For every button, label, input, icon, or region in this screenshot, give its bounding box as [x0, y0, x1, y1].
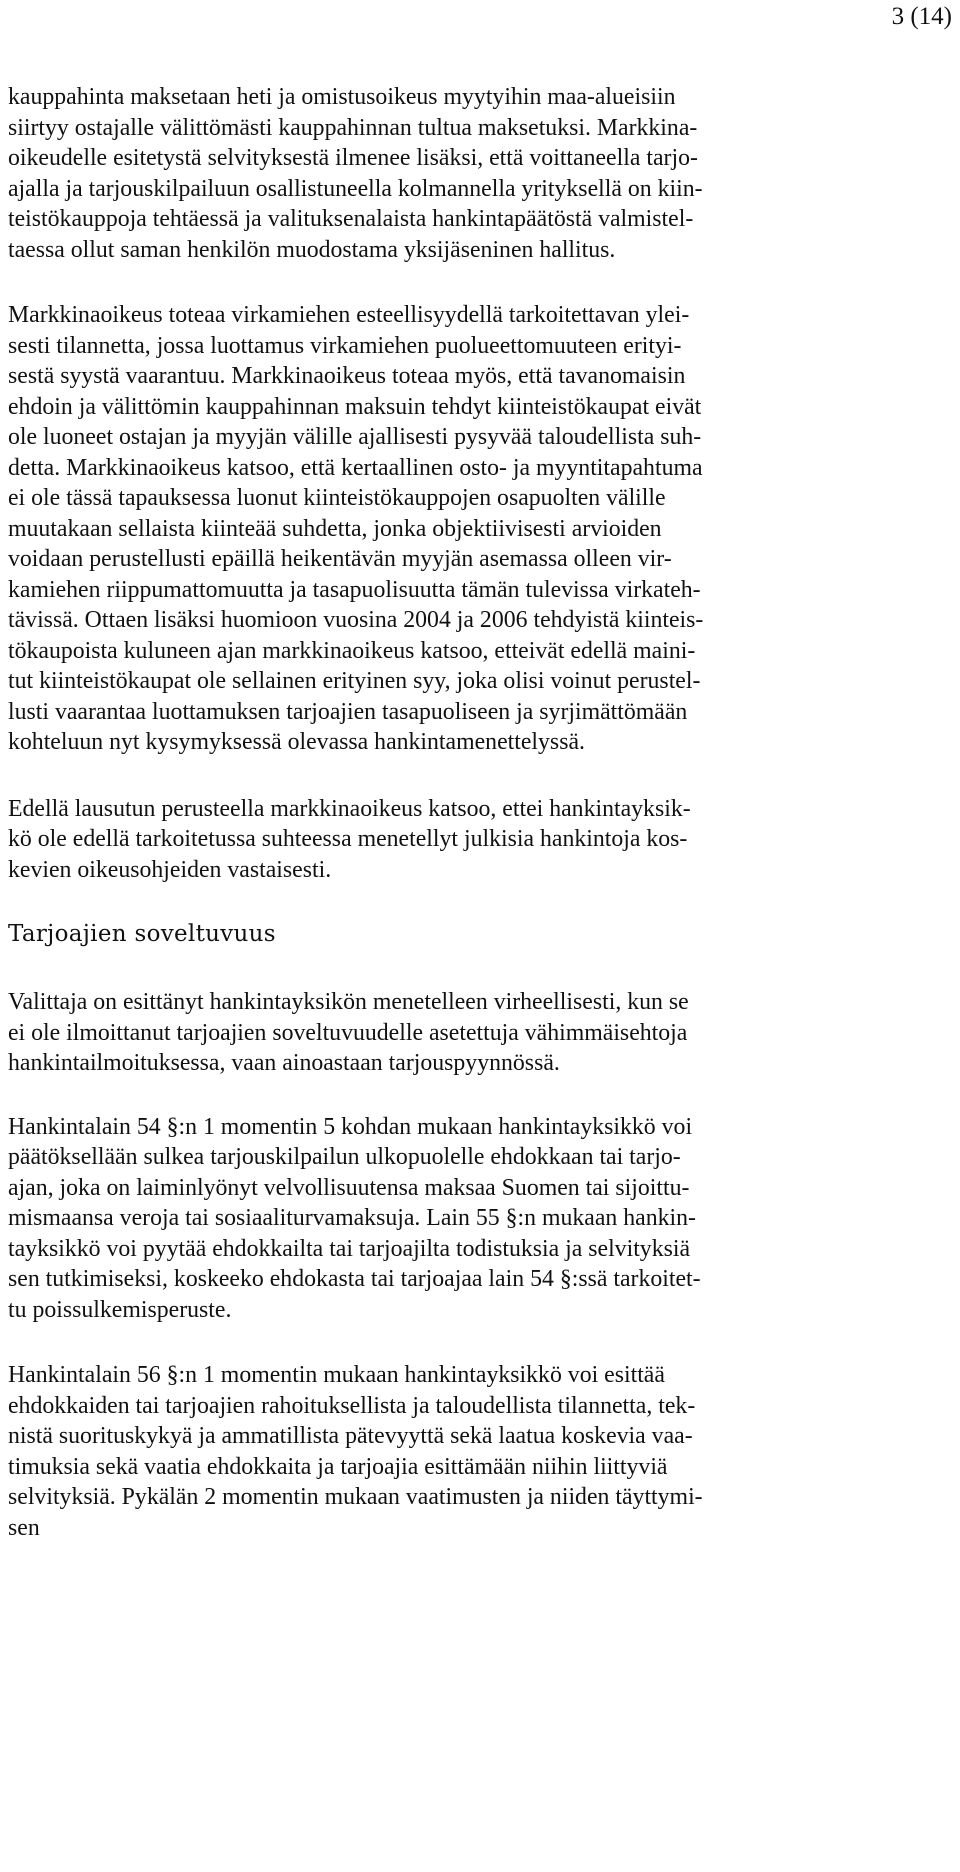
document-body [8, 82, 800, 1543]
paragraph-hankintalaki-54: Hankintalain 54 §:n 1 momentin 5 kohdan mukaan hankintayksikkö voi päätöksellään sulkea tarjouskilpailun ulkopuolelle ehdokkaan tai tarjo- ajan, joka on laiminlyönyt velvollisuutensa maksaa Suomen tai sijoittu- mismaansa veroja tai sosiaaliturvamaksuja. Lain 55 §:n mukaan hankin- tayksikkö voi pyytää ehdokkailta tai tarjoajilta todistuksia ja selvityksiä sen tutkimiseksi, koskeeko ehdokasta tai tarjoajaa lain 54 §:ssä tarkoitet- tu poissulkemisperuste. [8, 1113, 701, 1323]
paragraph-continuation: kauppahinta maksetaan heti ja omistusoikeus myytyihin maa-alueisiin siirtyy ostajalle välittömästi kauppahinnan tultua maksetuksi. Markkina- oikeudelle esitetystä selvityksestä ilmenee lisäksi, että voittaneella tarjo- ajalla ja tarjouskilpailuun osallistuneella kolmannella yrityksellä on kiin- teistökauppoja tehtäessä ja valituksenalaista hankintapäätöstä valmistel- taessa ollut saman henkilön muodostama yksijäseninen hallitus. [8, 84, 703, 263]
paragraph-esteellisyys: Markkinaoikeus toteaa virkamiehen esteellisyydellä tarkoitettavan ylei- sesti tilannetta, jossa luottamus virkamiehen puolueettomuuteen erityi- sestä syystä vaarantuu. Markkinaoikeus toteaa myös, että tavanomaisin ehdoin ja välittömin kauppahinnan maksuin tehdyt kiinteistökaupat eivät ole luoneet ostajan ja myyjän välille ajallisesti pysyvää taloudellista suh- detta. Markkinaoikeus katsoo, että kertaallinen osto- ja myyntitapahtuma ei ole tässä tapauksessa luonut kiinteistökauppojen osapuolten välille muutakaan sellaista kiinteää suhdetta, jonka objektiivisesti arvioiden voidaan perustellusti epäillä heikentävän myyjän asemassa olleen vir- kamiehen riippumattomuutta ja tasapuolisuutta tämän tulevissa virkateh- tävissä. Ottaen lisäksi huomioon vuosina 2004 ja 2006 tehdyistä kiinteis- tökaupoista kuluneen ajan markkinaoikeus katsoo, etteivät edellä maini- tut kiinteistökaupat ole sellainen erityinen syy, joka olisi voinut perustel- lusti vaarantaa luottamuksen tarjoajien tasapuoliseen ja syrjimättömään kohteluun nyt kysymyksessä olevassa hankintamenettelyssä. [8, 302, 704, 755]
section-heading: Tarjoajien soveltuvuus [8, 921, 276, 947]
paragraph-conclusion: Edellä lausutun perusteella markkinaoikeus katsoo, ettei hankintayksik- kö ole edellä tarkoitetussa suhteessa menetellyt julkisia hankintoja kos- kevien oikeusohjeiden vastaisesti. [8, 795, 691, 883]
paragraph-valittaja: Valittaja on esittänyt hankintayksikön menetelleen virheellisesti, kun se ei ole ilmoittanut tarjoajien soveltuvuudelle asetettuja vähimmäisehtoja hankintailmoituksessa, vaan ainoastaan tarjouspyynnössä. [8, 989, 689, 1076]
page-number: 3 (14) [891, 3, 952, 30]
paragraph-hankintalaki-56: Hankintalain 56 §:n 1 momentin mukaan hankintayksikkö voi esittää ehdokkaiden tai tarjoajien rahoituksellista ja taloudellista tilannetta, tek- nistä suorituskykyä ja ammatillista pätevyyttä sekä laatua koskevia vaa- timuksia sekä vaatia ehdokkaita ja tarjoajia esittämään niihin liittyviä selvityksiä. Pykälän 2 momentin mukaan vaatimusten ja niiden täyttymi- sen [8, 1362, 703, 1541]
